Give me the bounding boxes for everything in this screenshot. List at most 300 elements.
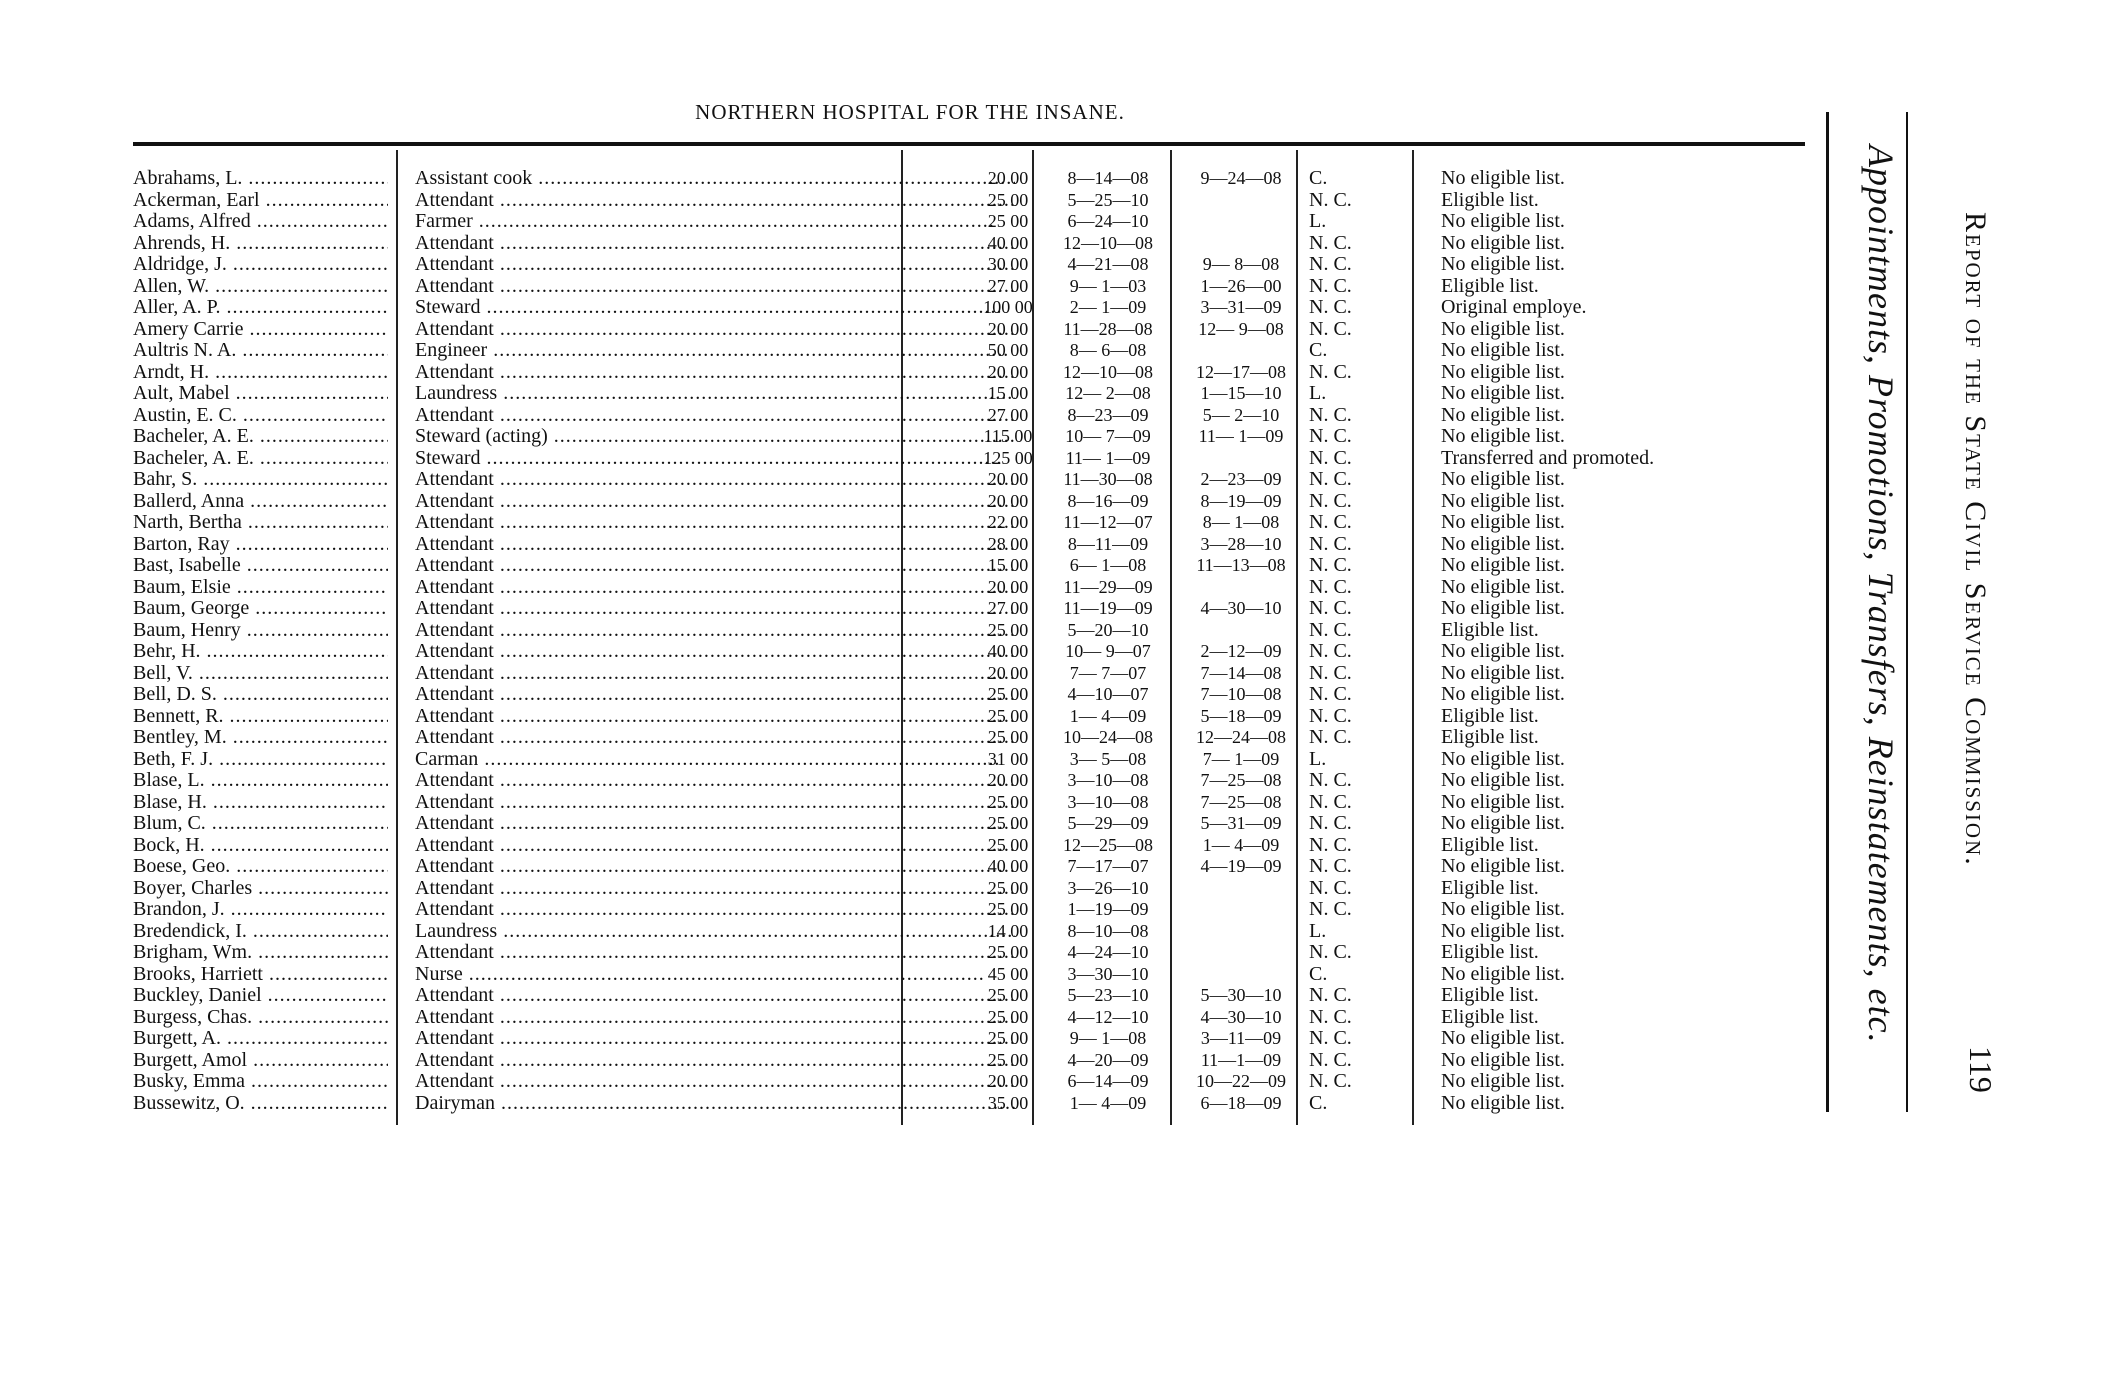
- separated-date: 7— 1—09: [1202, 748, 1280, 769]
- status-code: N. C.: [1309, 403, 1352, 426]
- table-row: [133, 1050, 1833, 1072]
- status-code: N. C.: [1309, 554, 1352, 576]
- separated-date: 5— 2—10: [1202, 404, 1280, 425]
- appointed-date: 11—19—09: [1063, 598, 1153, 618]
- salary-value: 25 00: [987, 1049, 1029, 1070]
- remarks-text: No eligible list.: [1441, 812, 1565, 834]
- appointed-date: 7—17—07: [1067, 856, 1149, 876]
- remarks-text: No eligible list.: [1441, 489, 1565, 512]
- salary-value: 125 00: [983, 447, 1033, 468]
- employee-name: Aldridge, J. .....: [133, 254, 388, 276]
- salary-value: 20 00: [987, 361, 1029, 382]
- table-row: [133, 534, 1833, 556]
- appointed-date: 11—12—07: [1063, 512, 1153, 532]
- position-title: Dairyman .....: [415, 1093, 1015, 1115]
- table-row: [133, 856, 1833, 878]
- status-code: N. C.: [1309, 575, 1352, 598]
- table-row: [133, 985, 1833, 1007]
- appointed-date: 4—24—10: [1067, 942, 1149, 962]
- remarks-text: Eligible list.: [1441, 941, 1539, 963]
- position-title: Attendant .....: [415, 1071, 1015, 1093]
- status-code: N. C.: [1309, 833, 1352, 856]
- remarks-text: No eligible list.: [1441, 575, 1565, 598]
- status-code: N. C.: [1309, 446, 1352, 469]
- employee-name: Bell, D. S. .....: [133, 684, 388, 706]
- employee-name: Arndt, H. .....: [133, 362, 388, 384]
- salary-value: 25 00: [987, 1006, 1029, 1027]
- salary-value: 25 00: [987, 942, 1029, 962]
- employee-name: Barton, Ray .....: [133, 534, 388, 556]
- status-code: N. C.: [1309, 253, 1352, 275]
- remarks-text: No eligible list.: [1441, 597, 1565, 619]
- remarks-text: No eligible list.: [1441, 855, 1565, 877]
- position-title: Attendant .....: [415, 577, 1015, 599]
- position-title: Steward .....: [415, 297, 1015, 319]
- employee-table: [133, 168, 1833, 1114]
- remarks-text: No eligible list.: [1441, 790, 1565, 813]
- remarks-text: Original employe.: [1441, 296, 1587, 318]
- status-code: N. C.: [1309, 661, 1352, 684]
- table-row: [133, 835, 1833, 857]
- table-row: [133, 491, 1833, 513]
- employee-name: Bacheler, A. E. .....: [133, 448, 388, 470]
- position-title: Attendant .....: [415, 684, 1015, 706]
- table-row: [133, 512, 1833, 534]
- position-title: Attendant .....: [415, 663, 1015, 685]
- salary-value: 28 00: [987, 533, 1029, 554]
- table-row: [133, 1093, 1833, 1115]
- appointed-date: 6—14—09: [1067, 1071, 1149, 1091]
- position-title: Attendant .....: [415, 598, 1015, 620]
- position-title: Steward (acting) .....: [415, 426, 1015, 448]
- separated-date: 4—30—10: [1200, 598, 1282, 618]
- table-row: [133, 684, 1833, 706]
- remarks-text: Eligible list.: [1441, 726, 1539, 748]
- section-subtitle: Appointments, Promotions, Transfers, Reinstatements, etc.: [1861, 145, 1901, 1044]
- employee-name: Brandon, J. .....: [133, 899, 388, 921]
- salary-value: 35 00: [987, 1092, 1029, 1113]
- employee-name: Austin, E. C. .....: [133, 405, 388, 427]
- position-title: Attendant .....: [415, 319, 1015, 341]
- remarks-text: Eligible list.: [1441, 274, 1539, 297]
- employee-name: Behr, H. .....: [133, 641, 388, 663]
- position-title: Attendant .....: [415, 727, 1015, 749]
- employee-name: Bredendick, I. .....: [133, 921, 388, 943]
- position-title: Attendant .....: [415, 856, 1015, 878]
- employee-name: Aller, A. P. .....: [133, 297, 388, 319]
- separated-date: 8— 1—08: [1202, 512, 1280, 532]
- remarks-text: No eligible list.: [1441, 468, 1565, 490]
- appointed-date: 11— 1—09: [1065, 447, 1151, 468]
- table-row: [133, 663, 1833, 685]
- salary-value: 25 00: [987, 877, 1029, 898]
- appointed-date: 8— 6—08: [1069, 340, 1147, 360]
- table-row: [133, 878, 1833, 900]
- status-code: L.: [1309, 747, 1327, 770]
- status-code: N. C.: [1309, 855, 1352, 877]
- appointed-date: 4—20—09: [1067, 1049, 1149, 1070]
- appointed-date: 3—26—10: [1067, 877, 1149, 898]
- appointed-date: 5—20—10: [1067, 619, 1149, 640]
- status-code: N. C.: [1309, 1027, 1352, 1049]
- salary-value: 25 00: [987, 899, 1029, 919]
- employee-name: Abrahams, L. .....: [133, 168, 388, 190]
- remarks-text: Eligible list.: [1441, 1005, 1539, 1028]
- employee-name: Bock, H. .....: [133, 835, 388, 857]
- status-code: N. C.: [1309, 489, 1352, 512]
- remarks-text: No eligible list.: [1441, 167, 1565, 189]
- status-code: N. C.: [1309, 425, 1352, 447]
- remarks-text: Eligible list.: [1441, 984, 1539, 1006]
- status-code: N. C.: [1309, 1048, 1352, 1071]
- status-code: C.: [1309, 167, 1328, 189]
- employee-name: Narth, Bertha .....: [133, 512, 388, 534]
- page-number: 119: [1963, 1046, 1999, 1093]
- position-title: Attendant .....: [415, 190, 1015, 212]
- table-row: [133, 770, 1833, 792]
- salary-value: 25 00: [987, 985, 1029, 1005]
- status-code: N. C.: [1309, 876, 1352, 899]
- separated-date: 9— 8—08: [1202, 254, 1280, 274]
- table-row: [133, 706, 1833, 728]
- appointed-date: 10— 9—07: [1065, 641, 1151, 661]
- employee-name: Bussewitz, O. .....: [133, 1093, 388, 1115]
- appointed-date: 9— 1—08: [1069, 1028, 1147, 1048]
- remarks-text: No eligible list.: [1441, 210, 1565, 232]
- separated-date: 1— 4—09: [1202, 834, 1280, 855]
- position-title: Attendant .....: [415, 1007, 1015, 1029]
- appointed-date: 6— 1—08: [1069, 555, 1147, 575]
- table-row: [133, 641, 1833, 663]
- table-row: [133, 1071, 1833, 1093]
- page-title: NORTHERN HOSPITAL FOR THE INSANE.: [695, 100, 1125, 124]
- status-code: N. C.: [1309, 769, 1352, 791]
- position-title: Attendant .....: [415, 899, 1015, 921]
- salary-value: 25 00: [987, 211, 1029, 231]
- separated-date: 12—24—08: [1196, 727, 1286, 747]
- table-row: [133, 211, 1833, 233]
- side-rule: [1906, 112, 1908, 1112]
- remarks-text: No eligible list.: [1441, 747, 1565, 770]
- remarks-text: No eligible list.: [1441, 962, 1565, 985]
- table-row: [133, 749, 1833, 771]
- status-code: N. C.: [1309, 597, 1352, 619]
- status-code: N. C.: [1309, 984, 1352, 1006]
- separated-date: 11— 1—09: [1198, 426, 1284, 446]
- employee-name: Blase, L. .....: [133, 770, 388, 792]
- position-title: Attendant .....: [415, 620, 1015, 642]
- position-title: Attendant .....: [415, 362, 1015, 384]
- table-row: [133, 577, 1833, 599]
- status-code: N. C.: [1309, 640, 1352, 662]
- employee-name: Blum, C. .....: [133, 813, 388, 835]
- salary-value: 30 00: [987, 254, 1029, 274]
- appointed-date: 11—29—09: [1063, 576, 1153, 597]
- remarks-text: No eligible list.: [1441, 339, 1565, 361]
- running-head: Report of the State Civil Service Commission.: [1959, 212, 1992, 867]
- appointed-date: 3—10—08: [1067, 770, 1149, 790]
- salary-value: 20 00: [987, 469, 1029, 489]
- position-title: Engineer .....: [415, 340, 1015, 362]
- salary-value: 25 00: [987, 684, 1029, 704]
- appointed-date: 11—28—08: [1063, 318, 1153, 339]
- salary-value: 20 00: [987, 318, 1029, 339]
- position-title: Carman .....: [415, 749, 1015, 771]
- appointed-date: 1— 4—09: [1069, 705, 1147, 726]
- employee-name: Burgett, A. .....: [133, 1028, 388, 1050]
- salary-value: 20 00: [987, 770, 1029, 790]
- remarks-text: Eligible list.: [1441, 618, 1539, 641]
- table-row: [133, 1028, 1833, 1050]
- table-row: [133, 340, 1833, 362]
- separated-date: 4—19—09: [1200, 856, 1282, 876]
- remarks-text: No eligible list.: [1441, 1070, 1565, 1092]
- salary-value: 14 00: [987, 920, 1029, 941]
- salary-value: 40 00: [987, 641, 1029, 661]
- salary-value: 25 00: [987, 189, 1029, 210]
- employee-name: Baum, Elsie .....: [133, 577, 388, 599]
- salary-value: 20 00: [987, 490, 1029, 511]
- appointed-date: 5—23—10: [1067, 985, 1149, 1005]
- position-title: Attendant .....: [415, 405, 1015, 427]
- position-title: Attendant .....: [415, 792, 1015, 814]
- position-title: Attendant .....: [415, 641, 1015, 663]
- separated-date: 3—11—09: [1200, 1028, 1282, 1048]
- status-code: N. C.: [1309, 898, 1352, 920]
- appointed-date: 10— 7—09: [1065, 426, 1151, 446]
- status-code: C.: [1309, 1091, 1328, 1114]
- table-row: [133, 448, 1833, 470]
- employee-name: Brooks, Harriett .....: [133, 964, 388, 986]
- salary-value: 20 00: [987, 1071, 1029, 1091]
- remarks-text: No eligible list.: [1441, 231, 1565, 254]
- employee-name: Amery Carrie .....: [133, 319, 388, 341]
- table-row: [133, 620, 1833, 642]
- table-row: [133, 426, 1833, 448]
- remarks-text: No eligible list.: [1441, 661, 1565, 684]
- position-title: Attendant .....: [415, 534, 1015, 556]
- separated-date: 12— 9—08: [1198, 318, 1284, 339]
- appointed-date: 6—24—10: [1067, 211, 1149, 231]
- table-row: [133, 405, 1833, 427]
- side-rule: [1826, 112, 1829, 1112]
- position-title: Attendant .....: [415, 706, 1015, 728]
- remarks-text: No eligible list.: [1441, 1091, 1565, 1114]
- status-code: N. C.: [1309, 231, 1352, 254]
- position-title: Attendant .....: [415, 512, 1015, 534]
- remarks-text: Eligible list.: [1441, 704, 1539, 727]
- salary-value: 27 00: [987, 275, 1029, 296]
- salary-value: 100 00: [983, 297, 1033, 317]
- remarks-text: Eligible list.: [1441, 833, 1539, 856]
- separated-date: 9—24—08: [1200, 168, 1282, 188]
- position-title: Laundress .....: [415, 383, 1015, 405]
- table-row: [133, 1007, 1833, 1029]
- appointed-date: 5—25—10: [1067, 189, 1149, 210]
- position-title: Attendant .....: [415, 491, 1015, 513]
- salary-value: 25 00: [987, 813, 1029, 833]
- remarks-text: No eligible list.: [1441, 554, 1565, 576]
- salary-value: 40 00: [987, 856, 1029, 876]
- table-row: [133, 297, 1833, 319]
- employee-name: Bahr, S. .....: [133, 469, 388, 491]
- separated-date: 11—13—08: [1196, 555, 1286, 575]
- table-row: [133, 942, 1833, 964]
- header-rule: [133, 142, 1805, 146]
- remarks-text: No eligible list.: [1441, 640, 1565, 662]
- position-title: Attendant .....: [415, 555, 1015, 577]
- appointed-date: 4—10—07: [1067, 684, 1149, 704]
- employee-name: Ackerman, Earl .....: [133, 190, 388, 212]
- remarks-text: No eligible list.: [1441, 382, 1565, 404]
- table-row: [133, 190, 1833, 212]
- appointed-date: 8—10—08: [1067, 920, 1149, 941]
- remarks-text: No eligible list.: [1441, 683, 1565, 705]
- employee-name: Boyer, Charles .....: [133, 878, 388, 900]
- position-title: Attendant .....: [415, 254, 1015, 276]
- separated-date: 7—25—08: [1200, 770, 1282, 790]
- separated-date: 6—18—09: [1200, 1092, 1282, 1113]
- employee-name: Ballerd, Anna .....: [133, 491, 388, 513]
- status-code: C.: [1309, 962, 1328, 985]
- employee-name: Bentley, M. .....: [133, 727, 388, 749]
- position-title: Attendant .....: [415, 276, 1015, 298]
- employee-name: Bell, V. .....: [133, 663, 388, 685]
- status-code: N. C.: [1309, 317, 1352, 340]
- appointed-date: 8—11—09: [1067, 533, 1149, 554]
- appointed-date: 12—25—08: [1063, 834, 1153, 855]
- salary-value: 25 00: [987, 705, 1029, 726]
- appointed-date: 3—10—08: [1067, 791, 1149, 812]
- table-row: [133, 168, 1833, 190]
- salary-value: 20 00: [987, 662, 1029, 683]
- remarks-text: Eligible list.: [1441, 876, 1539, 899]
- separated-date: 2—12—09: [1200, 641, 1282, 661]
- separated-date: 3—28—10: [1200, 533, 1282, 554]
- remarks-text: Transferred and promoted.: [1441, 446, 1655, 469]
- appointed-date: 9— 1—03: [1069, 275, 1147, 296]
- separated-date: 11—1—09: [1200, 1049, 1282, 1070]
- remarks-text: No eligible list.: [1441, 253, 1565, 275]
- status-code: N. C.: [1309, 511, 1352, 533]
- table-row: [133, 921, 1833, 943]
- position-title: Steward .....: [415, 448, 1015, 470]
- employee-name: Brigham, Wm. .....: [133, 942, 388, 964]
- status-code: N. C.: [1309, 1005, 1352, 1028]
- salary-value: 25 00: [987, 791, 1029, 812]
- separated-date: 5—18—09: [1200, 705, 1282, 726]
- status-code: N. C.: [1309, 296, 1352, 318]
- appointed-date: 3—30—10: [1067, 963, 1149, 984]
- appointed-date: 1— 4—09: [1069, 1092, 1147, 1113]
- salary-value: 27 00: [987, 598, 1029, 618]
- appointed-date: 10—24—08: [1063, 727, 1153, 747]
- remarks-text: No eligible list.: [1441, 360, 1565, 383]
- remarks-text: No eligible list.: [1441, 317, 1565, 340]
- separated-date: 10—22—09: [1196, 1071, 1286, 1091]
- remarks-text: No eligible list.: [1441, 769, 1565, 791]
- separated-date: 7—10—08: [1200, 684, 1282, 704]
- employee-name: Ahrends, H. .....: [133, 233, 388, 255]
- employee-name: Blase, H. .....: [133, 792, 388, 814]
- employee-name: Baum, George .....: [133, 598, 388, 620]
- position-title: Attendant .....: [415, 878, 1015, 900]
- position-title: Attendant .....: [415, 835, 1015, 857]
- employee-name: Beth, F. J. .....: [133, 749, 388, 771]
- appointed-date: 5—29—09: [1067, 813, 1149, 833]
- salary-value: 25 00: [987, 834, 1029, 855]
- remarks-text: Eligible list.: [1441, 188, 1539, 211]
- employee-name: Boese, Geo. .....: [133, 856, 388, 878]
- table-row: [133, 276, 1833, 298]
- appointed-date: 8—16—09: [1067, 490, 1149, 511]
- status-code: N. C.: [1309, 683, 1352, 705]
- table-row: [133, 233, 1833, 255]
- remarks-text: No eligible list.: [1441, 403, 1565, 426]
- separated-date: 3—31—09: [1200, 297, 1282, 317]
- status-code: L.: [1309, 919, 1327, 942]
- remarks-text: No eligible list.: [1441, 919, 1565, 942]
- appointed-date: 8—14—08: [1067, 168, 1149, 188]
- employee-name: Aultris N. A. .....: [133, 340, 388, 362]
- appointed-date: 4—12—10: [1067, 1006, 1149, 1027]
- separated-date: 2—23—09: [1200, 469, 1282, 489]
- position-title: Attendant .....: [415, 942, 1015, 964]
- position-title: Assistant cook .....: [415, 168, 1015, 190]
- salary-value: 15 00: [987, 383, 1029, 403]
- status-code: N. C.: [1309, 274, 1352, 297]
- status-code: N. C.: [1309, 360, 1352, 383]
- status-code: L.: [1309, 210, 1327, 232]
- appointed-date: 2— 1—09: [1069, 297, 1147, 317]
- employee-name: Adams, Alfred .....: [133, 211, 388, 233]
- separated-date: 8—19—09: [1200, 490, 1282, 511]
- status-code: N. C.: [1309, 468, 1352, 490]
- appointed-date: 12— 2—08: [1065, 383, 1151, 403]
- salary-value: 15 00: [987, 555, 1029, 575]
- appointed-date: 7— 7—07: [1069, 662, 1147, 683]
- position-title: Attendant .....: [415, 770, 1015, 792]
- table-row: [133, 319, 1833, 341]
- status-code: C.: [1309, 339, 1328, 361]
- salary-value: 50 00: [987, 340, 1029, 360]
- position-title: Farmer .....: [415, 211, 1015, 233]
- salary-value: 25 00: [987, 619, 1029, 640]
- appointed-date: 12—10—08: [1063, 232, 1153, 253]
- salary-value: 25 00: [987, 727, 1029, 747]
- separated-date: 7—14—08: [1200, 662, 1282, 683]
- status-code: N. C.: [1309, 941, 1352, 963]
- status-code: N. C.: [1309, 532, 1352, 555]
- appointed-date: 11—30—08: [1063, 469, 1153, 489]
- employee-name: Bennett, R. .....: [133, 706, 388, 728]
- table-row: [133, 254, 1833, 276]
- remarks-text: No eligible list.: [1441, 511, 1565, 533]
- position-title: Nurse .....: [415, 964, 1015, 986]
- remarks-text: No eligible list.: [1441, 1048, 1565, 1071]
- table-row: [133, 792, 1833, 814]
- position-title: Attendant .....: [415, 1050, 1015, 1072]
- salary-value: 115 00: [983, 426, 1033, 446]
- table-row: [133, 964, 1833, 986]
- position-title: Attendant .....: [415, 1028, 1015, 1050]
- status-code: N. C.: [1309, 618, 1352, 641]
- status-code: L.: [1309, 382, 1327, 404]
- employee-name: Burgett, Amol .....: [133, 1050, 388, 1072]
- separated-date: 5—31—09: [1200, 813, 1282, 833]
- table-row: [133, 469, 1833, 491]
- separated-date: 4—30—10: [1200, 1006, 1282, 1027]
